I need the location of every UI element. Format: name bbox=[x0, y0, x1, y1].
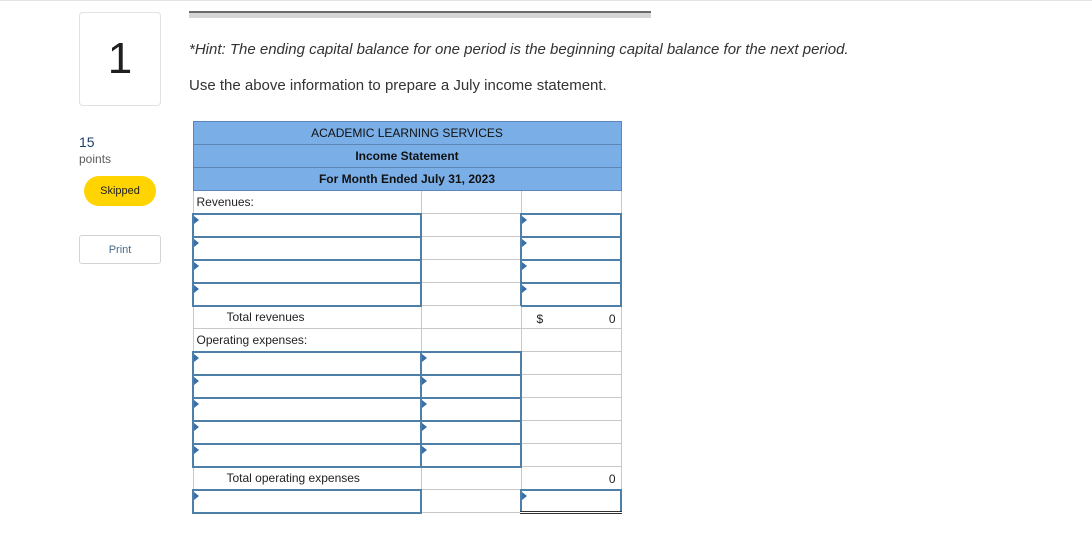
total-operating-expenses-cell bbox=[521, 467, 621, 490]
empty-cell bbox=[521, 352, 621, 375]
operating-expenses-label: Operating expenses: bbox=[193, 329, 421, 352]
empty-cell bbox=[421, 306, 521, 329]
total-operating-expenses-label: Total operating expenses bbox=[193, 467, 421, 490]
empty-cell bbox=[521, 375, 621, 398]
skipped-badge: Skipped bbox=[84, 176, 156, 206]
revenue-amount-input[interactable] bbox=[521, 214, 621, 237]
net-income-amount-input[interactable] bbox=[521, 490, 621, 513]
revenue-account-input[interactable] bbox=[193, 260, 421, 283]
expense-amount-input[interactable] bbox=[421, 444, 521, 467]
total-revenues-label: Total revenues bbox=[193, 306, 421, 329]
empty-cell bbox=[421, 329, 521, 352]
expense-account-input[interactable] bbox=[193, 444, 421, 467]
expense-account-input[interactable] bbox=[193, 421, 421, 444]
empty-cell bbox=[421, 467, 521, 490]
empty-cell bbox=[421, 260, 521, 283]
revenue-amount-input[interactable] bbox=[521, 260, 621, 283]
empty-cell bbox=[521, 398, 621, 421]
expense-account-input[interactable] bbox=[193, 375, 421, 398]
top-divider bbox=[0, 0, 1092, 1]
revenues-label: Revenues: bbox=[193, 191, 421, 214]
empty-cell bbox=[521, 191, 621, 214]
expense-account-input[interactable] bbox=[193, 398, 421, 421]
statement-title: Income Statement bbox=[193, 145, 621, 168]
revenue-account-input[interactable] bbox=[193, 237, 421, 260]
empty-cell bbox=[521, 329, 621, 352]
hint-text: *Hint: The ending capital balance for one period is the beginning capital balance for the next period. bbox=[189, 41, 849, 58]
empty-cell bbox=[421, 283, 521, 306]
empty-cell bbox=[421, 490, 521, 513]
revenue-amount-input[interactable] bbox=[521, 237, 621, 260]
expense-amount-input[interactable] bbox=[421, 398, 521, 421]
income-statement-table bbox=[192, 121, 622, 514]
company-name: ACADEMIC LEARNING SERVICES bbox=[193, 122, 621, 145]
points-label: points bbox=[79, 152, 112, 166]
print-button[interactable]: Print bbox=[79, 235, 161, 264]
revenue-amount-input[interactable] bbox=[521, 283, 621, 306]
expense-amount-input[interactable] bbox=[421, 352, 521, 375]
total-revenues-cell bbox=[521, 306, 621, 329]
instruction-text: Use the above information to prepare a July income statement. bbox=[189, 77, 607, 94]
expense-account-input[interactable] bbox=[193, 352, 421, 375]
currency-symbol: $ bbox=[536, 311, 544, 326]
statement-period: For Month Ended July 31, 2023 bbox=[193, 168, 621, 191]
total-operating-expenses-value: 0 bbox=[608, 472, 616, 486]
points-value: 15 bbox=[79, 134, 95, 150]
empty-cell bbox=[521, 444, 621, 467]
total-revenues-value: 0 bbox=[608, 311, 616, 326]
empty-cell bbox=[521, 421, 621, 444]
previous-table-edge bbox=[189, 11, 651, 18]
empty-cell bbox=[421, 191, 521, 214]
expense-amount-input[interactable] bbox=[421, 421, 521, 444]
revenue-account-input[interactable] bbox=[193, 214, 421, 237]
net-income-label-input[interactable] bbox=[193, 490, 421, 513]
empty-cell bbox=[421, 237, 521, 260]
expense-amount-input[interactable] bbox=[421, 375, 521, 398]
question-number: 1 bbox=[79, 12, 161, 106]
revenue-account-input[interactable] bbox=[193, 283, 421, 306]
empty-cell bbox=[421, 214, 521, 237]
